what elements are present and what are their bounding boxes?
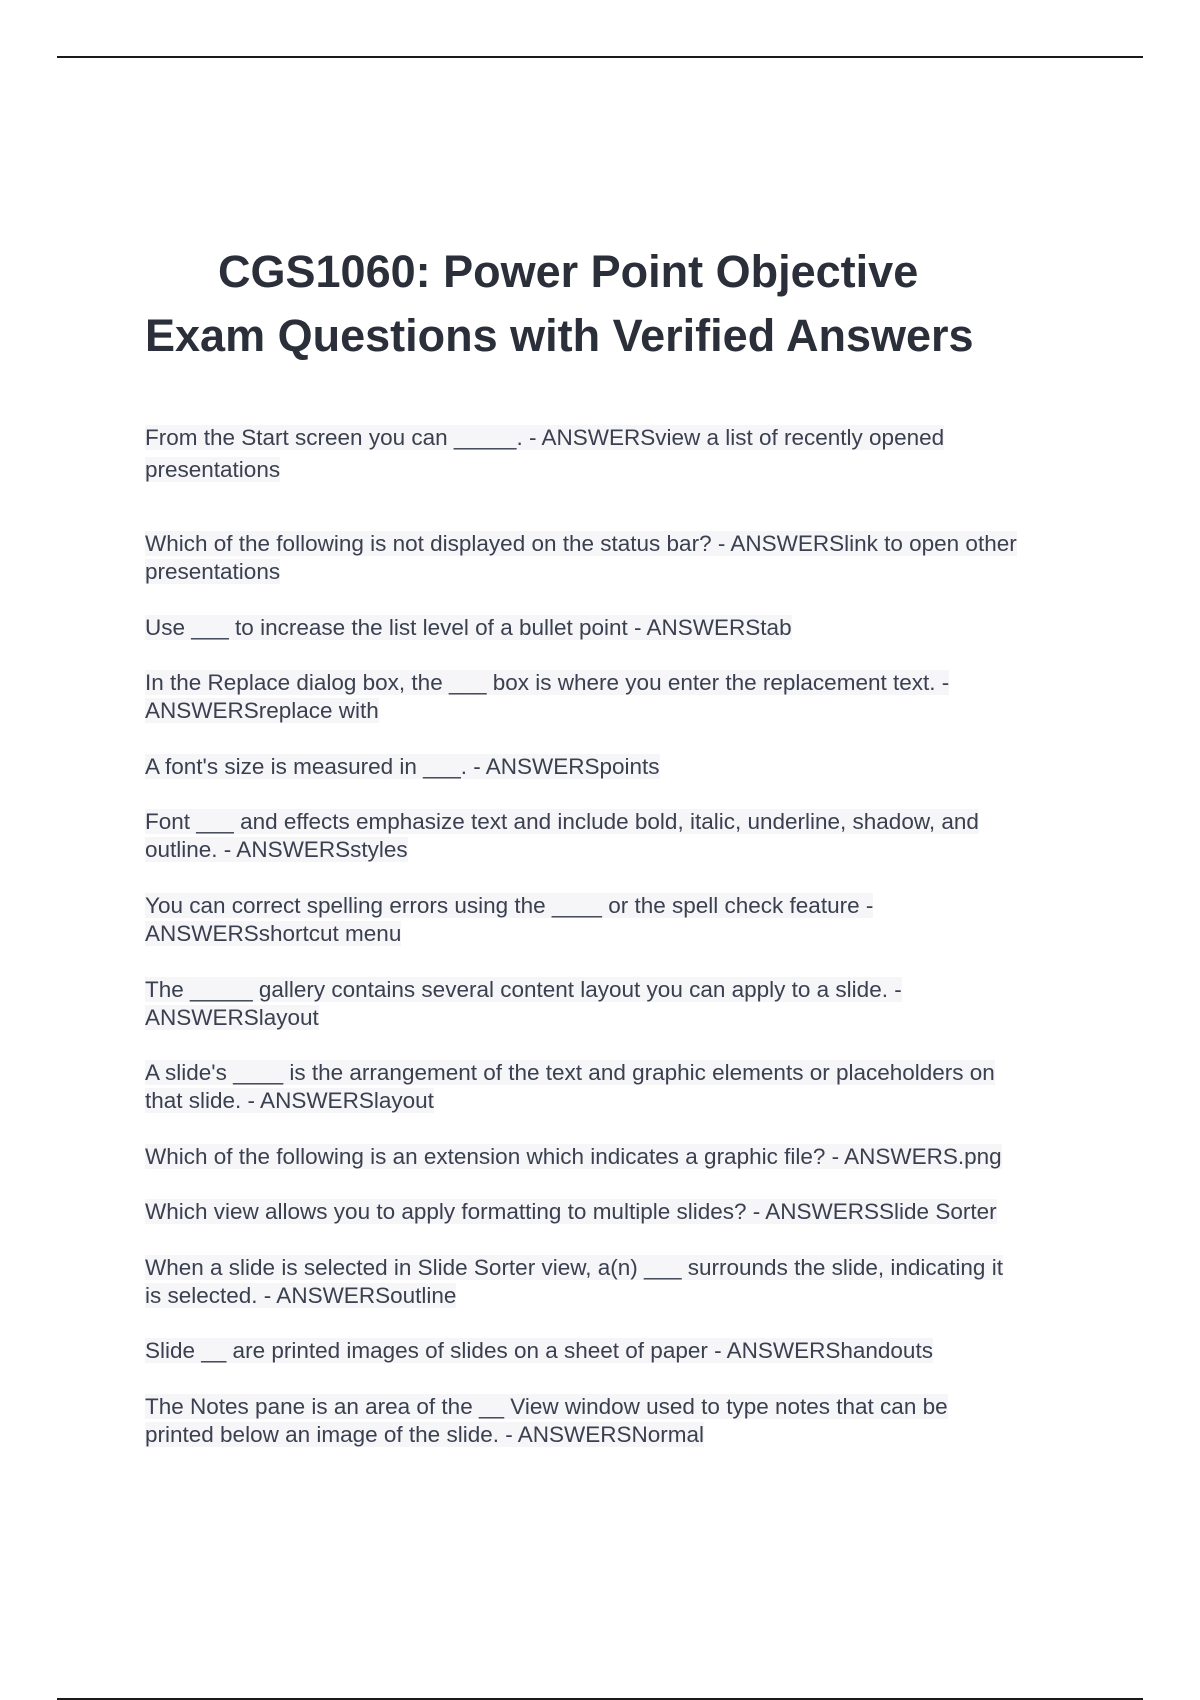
qa-line-1: Which of the following is not displayed on the status bar? - ANSWERSlink to open other xyxy=(145,531,1017,556)
title-line-2: Exam Questions with Verified Answers xyxy=(145,310,974,361)
qa-line-2: is selected. - ANSWERSoutline xyxy=(145,1283,457,1308)
title-line-1: CGS1060: Power Point Objective xyxy=(218,246,919,297)
qa-line-1: The Notes pane is an area of the __ View window used to type notes that can be xyxy=(145,1394,948,1419)
qa-line-2: presentations xyxy=(145,457,281,482)
qa-line-1: A slide's ____ is the arrangement of the text and graphic elements or placeholders on xyxy=(145,1060,995,1085)
qa-item xyxy=(145,808,1095,864)
qa-item xyxy=(145,669,1095,725)
qa-line-2: presentations xyxy=(145,559,281,584)
qa-item xyxy=(145,422,1095,486)
qa-line-1: You can correct spelling errors using the ____ or the spell check feature - xyxy=(145,893,874,918)
qa-item xyxy=(145,530,1095,586)
qa-item xyxy=(145,753,1095,781)
qa-item xyxy=(145,1254,1095,1310)
qa-line-1: In the Replace dialog box, the ___ box is where you enter the replacement text. - xyxy=(145,670,950,695)
qa-item xyxy=(145,892,1095,948)
qa-item xyxy=(145,1198,1095,1226)
qa-line-2: ANSWERSreplace with xyxy=(145,698,379,723)
top-divider xyxy=(57,56,1143,58)
qa-item xyxy=(145,614,1095,642)
qa-line-1: The _____ gallery contains several content layout you can apply to a slide. - xyxy=(145,977,902,1002)
qa-item xyxy=(145,1337,1095,1365)
qa-line-1: When a slide is selected in Slide Sorter view, a(n) ___ surrounds the slide, indicating it xyxy=(145,1255,1003,1280)
qa-line-2: printed below an image of the slide. - ANSWERSNormal xyxy=(145,1422,704,1447)
qa-item xyxy=(145,1059,1095,1115)
qa-line-2: outline. - ANSWERSstyles xyxy=(145,837,408,862)
qa-item xyxy=(145,1143,1095,1171)
qa-line-1: Font ___ and effects emphasize text and include bold, italic, underline, shadow, and xyxy=(145,809,979,834)
qa-line-1: A font's size is measured in ___. - ANSWERSpoints xyxy=(145,754,660,779)
qa-line-1: Which of the following is an extension which indicates a graphic file? - ANSWERS.png xyxy=(145,1144,1002,1169)
qa-line-2: that slide. - ANSWERSlayout xyxy=(145,1088,434,1113)
qa-line-2: ANSWERSlayout xyxy=(145,1005,319,1030)
qa-line-1: Which view allows you to apply formatting to multiple slides? - ANSWERSSlide Sorter xyxy=(145,1199,997,1224)
document-title xyxy=(145,240,1085,368)
qa-line-1: From the Start screen you can _____. - ANSWERSview a list of recently opened xyxy=(145,425,945,450)
qa-item xyxy=(145,976,1095,1032)
qa-item xyxy=(145,1393,1095,1449)
qa-line-2: ANSWERSshortcut menu xyxy=(145,921,402,946)
qa-line-1: Slide __ are printed images of slides on a sheet of paper - ANSWERShandouts xyxy=(145,1338,933,1363)
qa-line-1: Use ___ to increase the list level of a bullet point - ANSWERStab xyxy=(145,615,792,640)
